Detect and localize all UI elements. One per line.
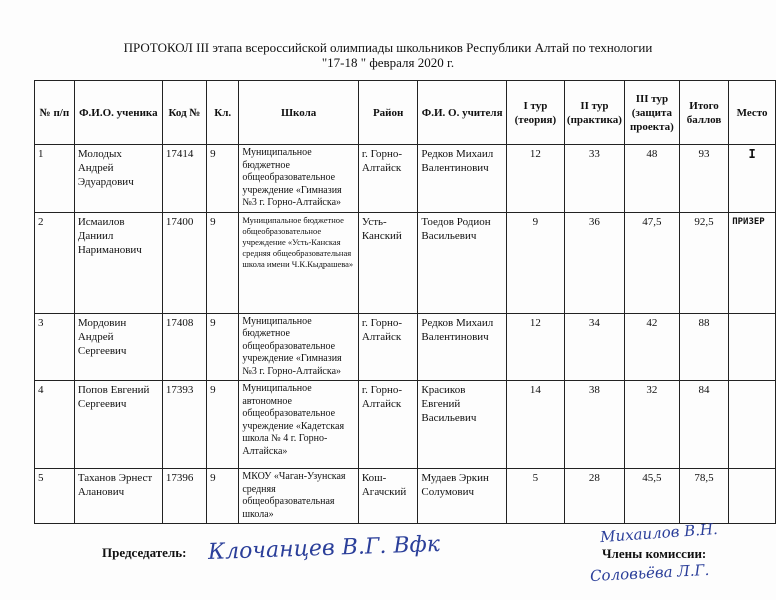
cell-num: 2	[35, 212, 75, 313]
header-name: Ф.И.О. ученика	[74, 81, 162, 145]
members-label: Члены комиссии:	[602, 546, 707, 561]
cell-total: 93	[679, 145, 728, 213]
chairman-label: Председатель:	[102, 545, 187, 560]
cell-district: Кош-Агачский	[358, 469, 418, 524]
cell-teacher: Редков Михаил Валентинович	[418, 145, 507, 213]
cell-grade: 9	[207, 381, 239, 469]
cell-tour1: 12	[506, 145, 564, 213]
cell-grade: 9	[207, 469, 239, 524]
table-row	[35, 212, 776, 313]
cell-district: г. Горно-Алтайск	[358, 145, 418, 213]
cell-num: 5	[35, 469, 75, 524]
title-line-2: "17-18 " февраля 2020 г.	[321, 55, 455, 70]
cell-total: 92,5	[679, 212, 728, 313]
cell-num: 1	[35, 145, 75, 213]
cell-place	[729, 381, 776, 469]
cell-place: ПРИЗЕР	[729, 212, 776, 313]
cell-total: 78,5	[679, 469, 728, 524]
cell-tour3: 32	[624, 381, 679, 469]
cell-code: 17408	[162, 313, 206, 381]
cell-code: 17393	[162, 381, 206, 469]
cell-teacher: Тоедов Родион Васильевич	[418, 212, 507, 313]
cell-num: 4	[35, 381, 75, 469]
header-row	[35, 81, 776, 145]
cell-place	[729, 313, 776, 381]
cell-tour1: 5	[506, 469, 564, 524]
chairman-signature: Клочанцев В.Г. Вфк	[207, 531, 441, 566]
cell-school: Муниципальное бюджетное общеобразовательное учреждение «Гимназия №3 г. Горно-Алтайска»	[239, 313, 359, 381]
cell-place: I	[729, 145, 776, 213]
cell-name: Мордовин Андрей Сергеевич	[74, 313, 162, 381]
cell-grade: 9	[207, 145, 239, 213]
cell-district: г. Горно-Алтайск	[358, 313, 418, 381]
header-district: Район	[358, 81, 418, 145]
cell-total: 84	[679, 381, 728, 469]
cell-teacher: Редков Михаил Валентинович	[418, 313, 507, 381]
table-row	[35, 313, 776, 381]
cell-tour2: 36	[564, 212, 624, 313]
cell-tour2: 33	[564, 145, 624, 213]
cell-code: 17414	[162, 145, 206, 213]
header-tour2: II тур (практика)	[564, 81, 624, 145]
cell-tour2: 38	[564, 381, 624, 469]
header-total: Итого баллов	[679, 81, 728, 145]
header-grade: Кл.	[207, 81, 239, 145]
cell-name: Молодых Андрей Эдуардович	[74, 145, 162, 213]
table-row	[35, 381, 776, 469]
cell-teacher: Красиков Евгений Васильевич	[418, 381, 507, 469]
cell-grade: 9	[207, 212, 239, 313]
header-tour3: III тур (защита проекта)	[624, 81, 679, 145]
cell-tour3: 48	[624, 145, 679, 213]
cell-code: 17400	[162, 212, 206, 313]
cell-code: 17396	[162, 469, 206, 524]
cell-name: Таханов Эрнест Аланович	[74, 469, 162, 524]
header-tour1: I тур (теория)	[506, 81, 564, 145]
results-table	[34, 80, 776, 524]
header-school: Школа	[239, 81, 359, 145]
title-line-1: ПРОТОКОЛ III этапа всероссийской олимпиады школьников Республики Алтай по технологии	[123, 40, 653, 55]
cell-tour1: 9	[506, 212, 564, 313]
header-place: Место	[729, 81, 776, 145]
cell-num: 3	[35, 313, 75, 381]
cell-tour3: 45,5	[624, 469, 679, 524]
header-num: № п/п	[35, 81, 75, 145]
cell-school: Муниципальное бюджетное общеобразовательное учреждение «Усть-Канская средняя общеобразовательная школа имени Ч.К.Кыдрашева»	[239, 212, 359, 313]
cell-tour1: 14	[506, 381, 564, 469]
cell-tour3: 47,5	[624, 212, 679, 313]
cell-name: Попов Евгений Сергеевич	[74, 381, 162, 469]
cell-school: Муниципальное бюджетное общеобразовательное учреждение «Гимназия №3 г. Горно-Алтайска»	[239, 145, 359, 213]
cell-tour1: 12	[506, 313, 564, 381]
member-signature-2: Соловьёва Л.Г.	[589, 560, 710, 586]
document-title	[0, 40, 776, 70]
cell-place	[729, 469, 776, 524]
cell-tour2: 28	[564, 469, 624, 524]
header-code: Код №	[162, 81, 206, 145]
table-row	[35, 145, 776, 213]
cell-grade: 9	[207, 313, 239, 381]
cell-tour2: 34	[564, 313, 624, 381]
cell-name: Исмаилов Даниил Нариманович	[74, 212, 162, 313]
cell-total: 88	[679, 313, 728, 381]
table-row	[35, 469, 776, 524]
cell-school: Муниципальное автономное общеобразовательное учреждение «Кадетская школа № 4 г. Горно-Алтайска»	[239, 381, 359, 469]
cell-school: МКОУ «Чаган-Узунская средняя общеобразовательная школа»	[239, 469, 359, 524]
member-signature-1: Михаилов В.Н.	[599, 519, 719, 547]
cell-teacher: Мудаев Эркин Солумович	[418, 469, 507, 524]
cell-tour3: 42	[624, 313, 679, 381]
cell-district: Усть-Канский	[358, 212, 418, 313]
header-teacher: Ф.И. О. учителя	[418, 81, 507, 145]
cell-district: г. Горно-Алтайск	[358, 381, 418, 469]
